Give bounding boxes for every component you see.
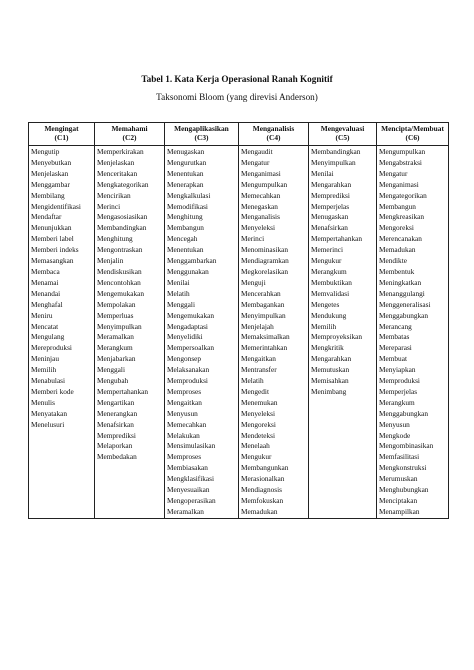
column-header-code: (C4): [266, 133, 281, 142]
verb-item: Mengatur: [241, 157, 270, 167]
verb-item: Memfasilitasi: [379, 452, 420, 462]
verb-item: Memadukan: [379, 245, 416, 255]
verb-item: Memberi kode: [31, 386, 74, 396]
verb-item: Mengkode: [379, 430, 411, 440]
column-header-c1: [29, 123, 95, 146]
verb-item: Merumuskan: [379, 474, 418, 484]
verb-item: Mengoreksi: [241, 419, 276, 429]
verb-item: Menyusun: [167, 408, 198, 418]
verb-item: Menganimasi: [379, 179, 419, 189]
verb-item: Membedakan: [97, 452, 137, 462]
verb-item: Memperjelas: [379, 386, 418, 396]
verb-item: Merangkum: [379, 397, 415, 407]
verb-item: Mengadaptasi: [167, 321, 208, 331]
verb-item: Menegaskan: [241, 201, 278, 211]
verb-item: Mengemukakan: [97, 288, 145, 298]
verb-item: Meramalkan: [97, 332, 134, 342]
verb-item: Mengombinasikan: [379, 441, 434, 451]
verb-item: Mendukung: [311, 310, 347, 320]
verb-item: Menggunakan: [167, 266, 209, 276]
verb-item: Mengatur: [379, 168, 408, 178]
verb-item: Menjabarkan: [97, 354, 136, 364]
verb-item: Menimbang: [311, 386, 347, 396]
column-header-name: Mencipta/Membuat: [381, 124, 444, 133]
verb-item: Menyebutkan: [31, 157, 72, 167]
verb-item: Membiasakan: [167, 463, 208, 473]
verb-item: Mengutip: [31, 147, 60, 156]
verb-item: Memerinci: [311, 245, 344, 255]
verb-item: Merasionalkan: [241, 474, 285, 484]
column-header-c2: [95, 123, 165, 146]
verb-item: Mencirikan: [97, 190, 131, 200]
verb-item: Memproduksi: [379, 376, 420, 386]
verb-item: Mengategorikan: [379, 190, 427, 200]
verb-item: Menggabungkan: [379, 408, 429, 418]
verb-list-c3: [165, 146, 239, 519]
verb-item: Mendaftar: [31, 212, 62, 222]
verb-item: Memecahkan: [241, 190, 281, 200]
verb-item: Menganalisis: [241, 212, 280, 222]
verb-item: Membilang: [31, 190, 65, 200]
verb-item: Menanggulangi: [379, 288, 425, 298]
verb-item: Memfokuskan: [241, 496, 284, 505]
verb-item: Menafsirkan: [311, 223, 348, 233]
verb-item: Mengontraskan: [97, 245, 143, 255]
verb-item: Mencerahkan: [241, 288, 281, 298]
verb-item: Menerangkan: [97, 408, 138, 418]
verb-item: Mendiskusikan: [97, 266, 142, 276]
verb-item: Menyeleksi: [241, 408, 276, 418]
verb-item: Mengetes: [311, 299, 340, 309]
verb-item: Mendiagramkan: [241, 256, 289, 266]
verb-item: Merangkum: [311, 266, 347, 276]
column-header-code: (C1): [54, 133, 69, 142]
verb-item: Membatas: [379, 332, 410, 342]
verb-item: Menyiapkan: [379, 365, 416, 375]
verb-item: Mengedit: [241, 386, 269, 396]
verb-item: Menjelaskan: [31, 168, 69, 178]
verb-item: Menggambarkan: [167, 256, 217, 266]
verb-item: Memberi label: [31, 234, 74, 244]
verb-item: Mengubah: [97, 376, 129, 386]
verb-item: Meningkatkan: [379, 277, 422, 287]
verb-item: Mengabstraksi: [379, 157, 422, 167]
verb-item: Menilai: [167, 277, 190, 287]
verb-item: Memecahkan: [167, 419, 207, 429]
verb-item: Menunjukkan: [31, 223, 72, 233]
column-header-c5: [309, 123, 377, 146]
verb-item: Mensimulasikan: [167, 441, 216, 451]
verb-item: Memodifikasi: [167, 201, 208, 211]
verb-item: Mengkategorikan: [97, 179, 149, 189]
verb-item: Mengoperasikan: [167, 496, 216, 505]
verb-item: Melaksanakan: [167, 365, 210, 375]
column-header-code: (C2): [122, 133, 137, 142]
verb-item: Memproyeksikan: [311, 332, 363, 342]
verb-item: Meramalkan: [167, 506, 204, 516]
verb-item: Membaca: [31, 266, 60, 276]
column-header-c4: [239, 123, 309, 146]
verb-item: Mengkonstruksi: [379, 463, 427, 473]
verb-item: Menyimpulkan: [97, 321, 142, 331]
verb-item: Menjelajah: [241, 321, 274, 331]
verb-item: Membuat: [379, 354, 407, 364]
verb-item: Mereparasi: [379, 343, 412, 353]
verb-item: Memperkirakan: [97, 147, 144, 156]
verb-item: Mendiagnosis: [241, 485, 282, 495]
verb-item: Merangkum: [97, 343, 133, 353]
verb-item: Memproduksi: [167, 376, 208, 386]
verb-list-c2: [95, 146, 165, 519]
verb-item: Mengklasifikasi: [167, 474, 215, 484]
verb-item: Memilih: [31, 365, 57, 375]
verb-item: Merancang: [379, 321, 412, 331]
verb-item: Memprediksi: [311, 190, 350, 200]
verb-item: Merinci: [97, 201, 121, 211]
column-header-name: Menganalisis: [252, 124, 295, 133]
verb-item: Menemukan: [241, 397, 278, 407]
verb-item: Menugaskan: [311, 212, 349, 222]
verb-item: Merinci: [241, 234, 265, 244]
verb-list-c6: [377, 146, 449, 519]
verb-item: Melaporkan: [97, 441, 133, 451]
table-body-row: [29, 146, 449, 519]
verb-item: Membangun: [379, 201, 416, 211]
verb-item: Menggabungkan: [379, 310, 429, 320]
verb-item: Mempertahankan: [311, 234, 363, 244]
verb-list-c4: [239, 146, 309, 519]
column-header-name: Mengingat: [44, 124, 79, 133]
table-title: Tabel 1. Kata Kerja Operasional Ranah Kognitif: [141, 74, 333, 84]
verb-item: Menulis: [31, 397, 55, 407]
verb-item: Mengaitkan: [167, 397, 202, 407]
verb-item: Menentukan: [167, 245, 204, 255]
column-header-name: Mengaplikasikan: [174, 124, 229, 133]
verb-item: Menerapkan: [167, 179, 204, 189]
verb-item: Mengaitkan: [241, 354, 276, 364]
verb-item: Menjelaskan: [97, 157, 135, 167]
verb-item: Mendikte: [379, 256, 407, 266]
verb-item: Memerintahkan: [241, 343, 288, 353]
verb-item: Mengkreasikan: [379, 212, 424, 222]
verb-item: Menggeneralisasi: [379, 299, 431, 309]
verb-item: Mengoreksi: [379, 223, 414, 233]
verb-item: Menelusuri: [31, 419, 65, 429]
verb-item: Menguji: [241, 277, 266, 287]
column-header-name: Memahami: [111, 124, 148, 133]
column-header-c6: [377, 123, 449, 146]
verb-item: Menampilkan: [379, 506, 420, 516]
verb-item: Memprediksi: [97, 430, 136, 440]
verb-item: Memvalidasi: [311, 288, 350, 298]
verb-item: Menominasikan: [241, 245, 289, 255]
verb-item: Menyimpulkan: [311, 157, 356, 167]
verb-item: Menceritakan: [97, 168, 138, 178]
verb-item: Mempolakan: [97, 299, 136, 309]
verb-item: Menggali: [97, 365, 125, 375]
verb-item: Menamai: [31, 277, 59, 287]
verb-item: Menghafal: [31, 299, 63, 309]
verb-list-c5: [309, 146, 377, 519]
verb-item: Membangun: [167, 223, 204, 233]
verb-item: Memberi indeks: [31, 245, 79, 255]
verb-item: Mencatat: [31, 321, 59, 331]
verb-item: Mengumpulkan: [379, 147, 426, 156]
column-header-name: Mengevaluasi: [320, 124, 365, 133]
verb-item: Menghubungkan: [379, 485, 429, 495]
column-header-code: (C5): [335, 133, 350, 142]
verb-item: Melatih: [241, 376, 264, 386]
verb-item: Mengumpulkan: [241, 179, 288, 189]
verb-item: Membuktikan: [311, 277, 352, 287]
verb-item: Menyimpulkan: [241, 310, 286, 320]
verb-item: Mengulang: [31, 332, 65, 342]
verb-item: Melakukan: [167, 430, 200, 440]
verb-item: Menyatakan: [31, 408, 68, 418]
bloom-verb-table: [28, 122, 449, 519]
column-header-code: (C3): [194, 133, 209, 142]
verb-item: Menyusun: [379, 419, 410, 429]
table-subtitle: Taksonomi Bloom (yang direvisi Anderson): [156, 92, 318, 102]
verb-item: Memisahkan: [311, 376, 349, 386]
verb-item: Menggambar: [31, 179, 70, 189]
verb-item: Mengartikan: [97, 397, 135, 407]
verb-item: Menandai: [31, 288, 61, 298]
verb-item: Mengonsep: [167, 354, 202, 364]
verb-item: Mengurutkan: [167, 157, 207, 167]
verb-item: Mencegah: [167, 234, 198, 244]
verb-item: Mendeteksi: [241, 430, 276, 440]
verb-item: Mengaudit: [241, 147, 273, 156]
verb-item: Menabulasi: [31, 376, 66, 386]
verb-item: Mempersoalkan: [167, 343, 215, 353]
verb-item: Mengarahkan: [311, 179, 352, 189]
verb-item: Mengarahkan: [311, 354, 352, 364]
verb-item: Mencontohkan: [97, 277, 141, 287]
verb-item: Menafsirkan: [97, 419, 134, 429]
verb-item: Menghitung: [167, 212, 203, 222]
verb-item: Membentuk: [379, 266, 415, 276]
column-header-code: (C6): [405, 133, 420, 142]
verb-item: Menjalin: [97, 256, 124, 266]
column-header-c3: [165, 123, 239, 146]
verb-item: Merencanakan: [379, 234, 422, 244]
verb-item: Mengukur: [241, 452, 272, 462]
verb-item: Menyesuaikan: [167, 485, 210, 495]
verb-item: Memaksimalkan: [241, 332, 290, 342]
verb-item: Mengukur: [311, 256, 342, 266]
verb-list-c1: [29, 146, 95, 519]
verb-item: Menilai: [311, 168, 334, 178]
verb-item: Memilih: [311, 321, 337, 331]
verb-item: Menelaah: [241, 441, 270, 451]
verb-item: Megkorelasikan: [241, 266, 289, 276]
verb-item: Memproses: [167, 452, 202, 462]
verb-item: Mengasosiasikan: [97, 212, 148, 222]
verb-item: Menganimasi: [241, 168, 281, 178]
verb-item: Menyelidiki: [167, 332, 203, 342]
verb-item: Mentransfer: [241, 365, 277, 375]
verb-item: Melatih: [167, 288, 190, 298]
verb-item: Membangunkan: [241, 463, 289, 473]
verb-item: Memperluas: [97, 310, 134, 320]
verb-item: Memperjelas: [311, 201, 350, 211]
verb-item: Meniru: [31, 310, 53, 320]
verb-item: Memasangkan: [31, 256, 74, 266]
verb-item: Meninjau: [31, 354, 59, 364]
verb-item: Membandingkan: [97, 223, 147, 233]
verb-item: Menentukan: [167, 168, 204, 178]
verb-item: Mereproduksi: [31, 343, 72, 353]
verb-item: Mengidentifikasi: [31, 201, 81, 211]
verb-item: Menyeleksi: [241, 223, 276, 233]
verb-item: Memadukan: [241, 506, 278, 516]
verb-item: Mengemukakan: [167, 310, 215, 320]
verb-item: Memutuskan: [311, 365, 350, 375]
verb-item: Mengkalkulasi: [167, 190, 211, 200]
verb-item: Membagankan: [241, 299, 285, 309]
verb-item: Mengkritik: [311, 343, 344, 353]
verb-item: Memproses: [167, 386, 202, 396]
verb-item: Menghitung: [97, 234, 133, 244]
verb-item: Menugaskan: [167, 147, 205, 156]
verb-item: Membandingkan: [311, 147, 361, 156]
verb-item: Menggali: [167, 299, 195, 309]
verb-item: Mempertahankan: [97, 386, 149, 396]
table-header-row: [29, 123, 449, 146]
verb-item: Menciptakan: [379, 496, 418, 505]
